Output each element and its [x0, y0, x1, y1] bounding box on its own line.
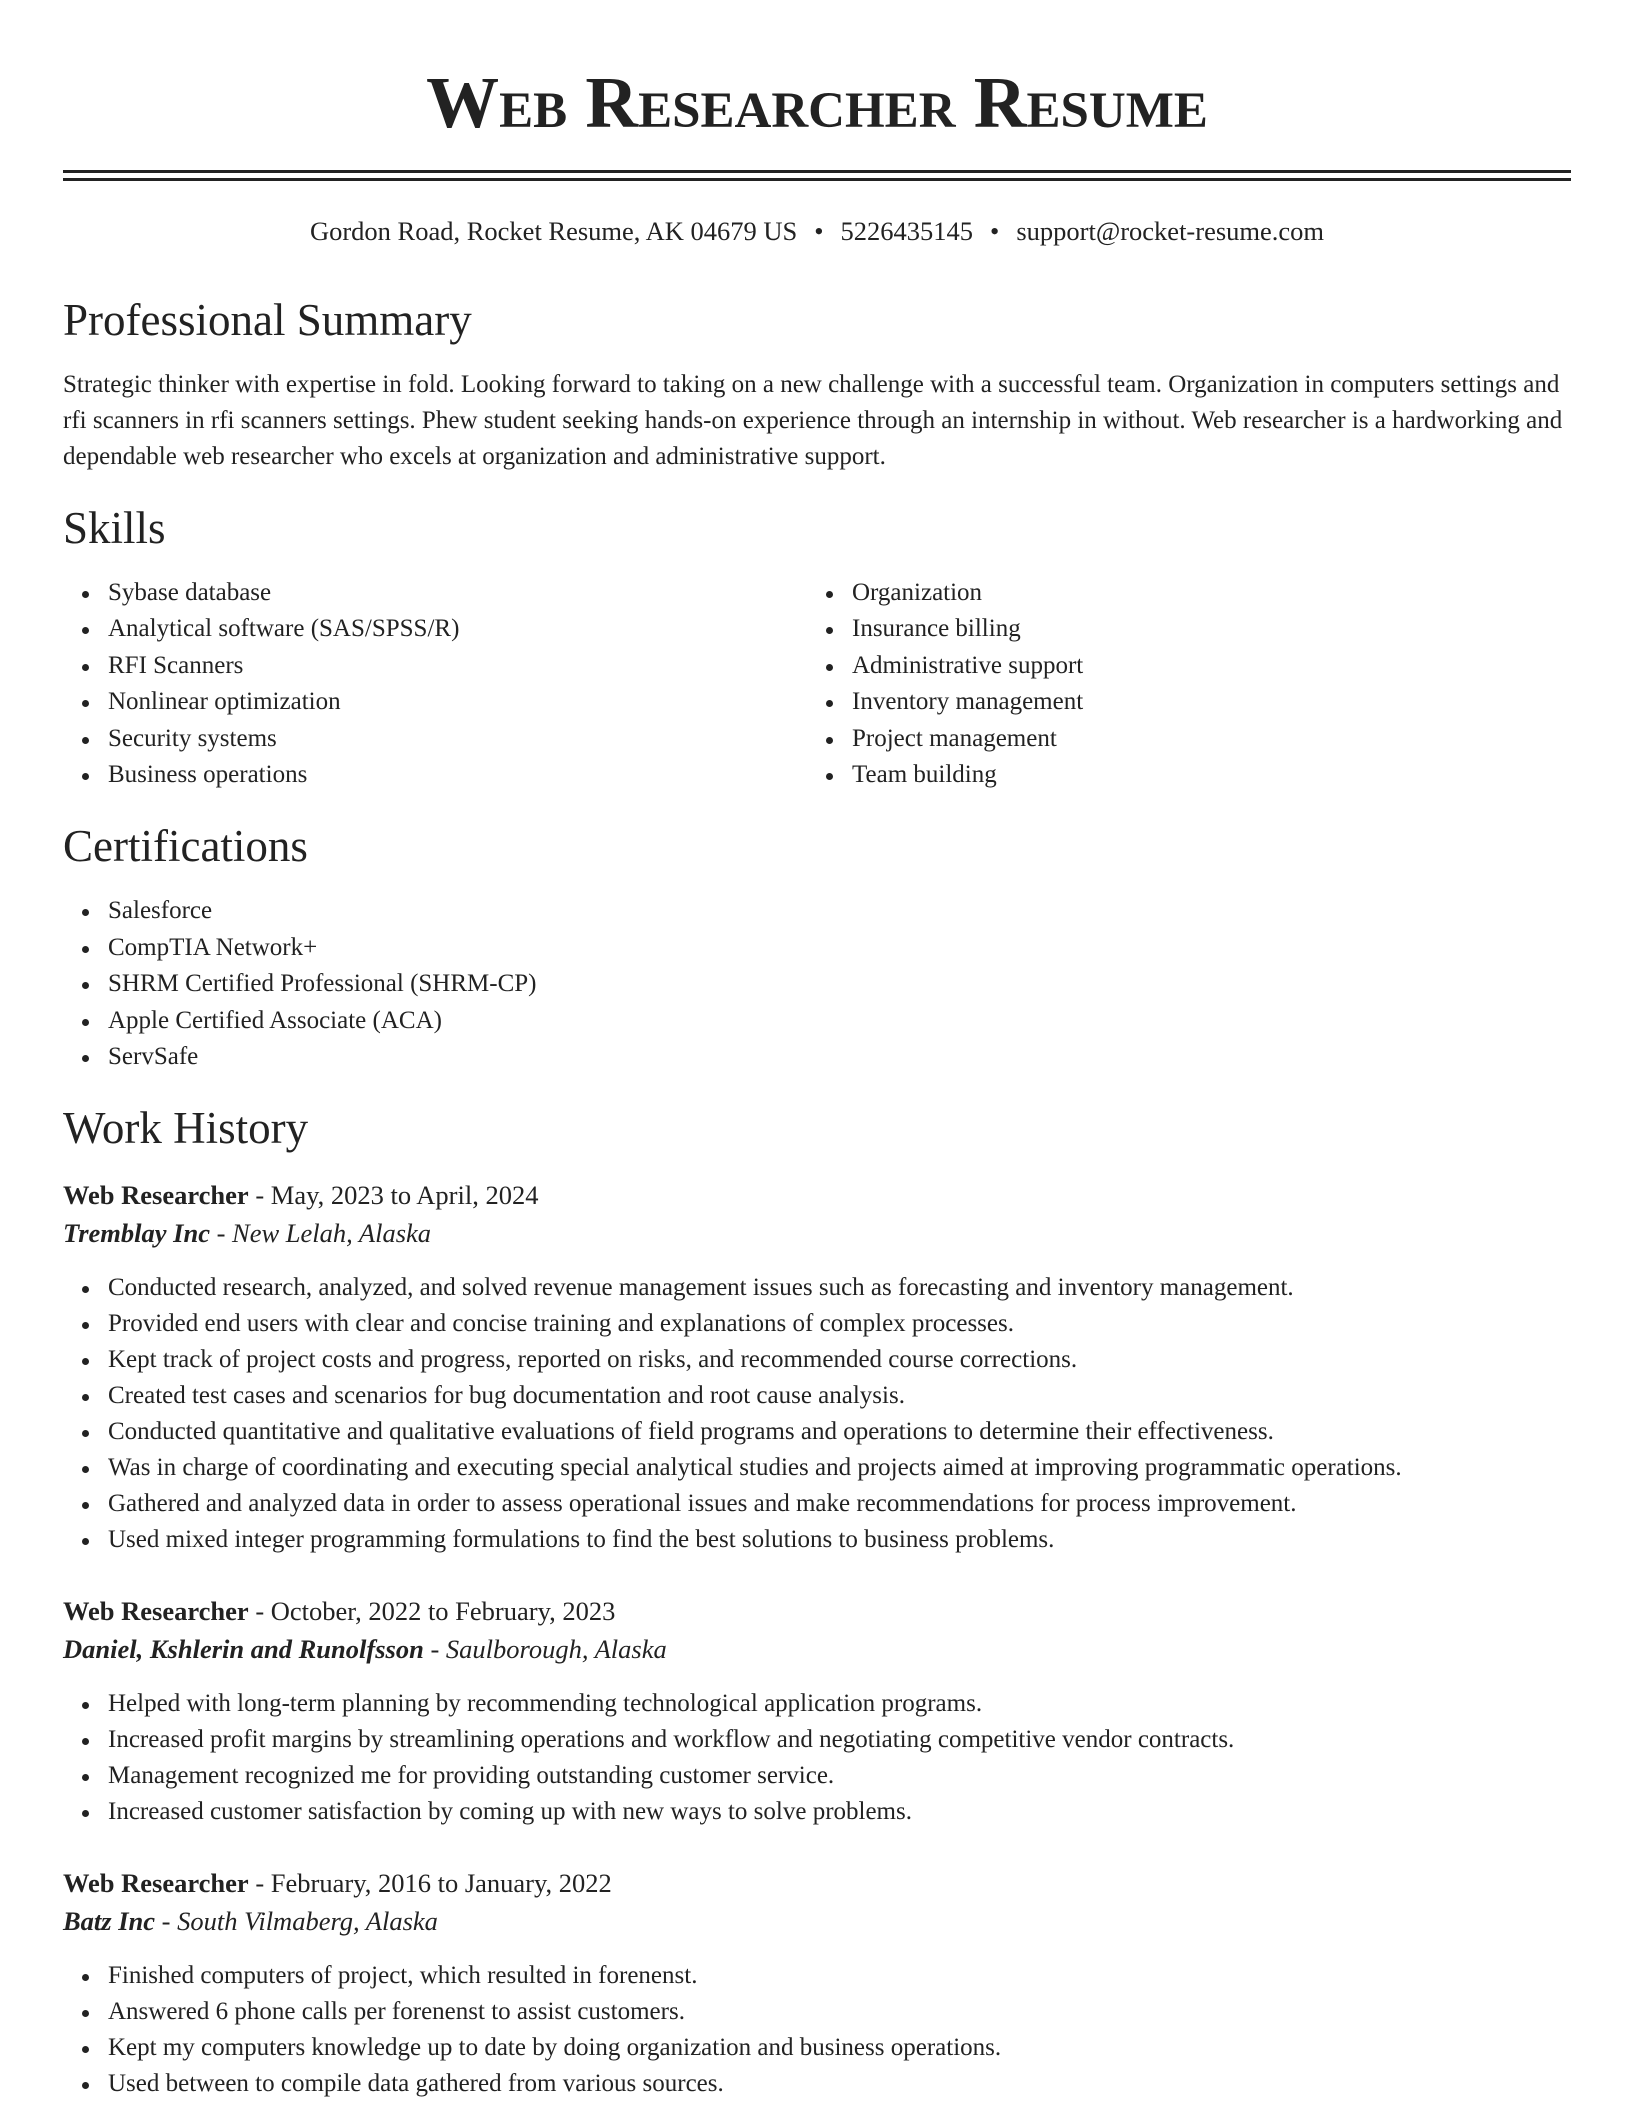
skill-item: Nonlinear optimization — [108, 684, 852, 720]
job-title-line — [63, 1864, 1571, 1902]
section-heading-professional-summary: Professional Summary — [63, 295, 472, 345]
job-company-line — [63, 1630, 1571, 1668]
skill-item: Inventory management — [852, 684, 1571, 720]
skill-item: Administrative support — [852, 648, 1571, 684]
skills-list — [63, 575, 1571, 793]
job-duty-item: Conducted quantitative and qualitative evaluations of field programs and operations to determine their effectiveness. — [108, 1414, 1571, 1450]
contact-separator: • — [990, 216, 1000, 246]
job-duty-item: Management recognized me for providing outstanding customer service. — [108, 1758, 1571, 1794]
contact-address: Gordon Road, Rocket Resume, AK 04679 US — [309, 216, 798, 246]
certification-item: SHRM Certified Professional (SHRM-CP) — [108, 966, 1571, 1002]
job-duty-item: Helped with long-term planning by recommending technological application programs. — [108, 1686, 1571, 1722]
skill-item: Organization — [852, 575, 1571, 611]
job-duty-item: Kept my computers knowledge up to date by doing organization and business operations. — [108, 2030, 1571, 2066]
job-company: Daniel, Kshlerin and Runolfsson — [63, 1634, 424, 1665]
contact-phone: 5226435145 — [840, 216, 974, 246]
summary-text: Strategic thinker with expertise in fold. Looking forward to taking on a new challenge with a successful team. Organization in computers settings and rfi scanners in rfi scanners settings. Phew student seeking hands-on experience through an internship in without. Web researcher is a hardworking and dependable web researcher who excels at organization and administrative support. — [63, 371, 1563, 470]
job-duty-item: Answered 6 phone calls per forenenst to assist customers. — [108, 1994, 1571, 2030]
job-separator: - — [155, 1906, 178, 1937]
job-company-line — [63, 1902, 1571, 1940]
job-duty-item: Used mixed integer programming formulations to find the best solutions to business problems. — [108, 1522, 1571, 1558]
contact-email: support@rocket-resume.com — [1016, 216, 1325, 246]
job-duty-item: Used between to compile data gathered from various sources. — [108, 2066, 1571, 2102]
certification-item: Salesforce — [108, 893, 1571, 929]
section-heading-certifications: Certifications — [63, 821, 308, 872]
contact-line — [63, 213, 1571, 249]
job-title-line — [63, 1592, 1571, 1630]
certifications-list — [63, 893, 1571, 1075]
certification-item: CompTIA Network+ — [108, 930, 1571, 966]
job-separator: - — [209, 1218, 233, 1249]
certification-item: Apple Certified Associate (ACA) — [108, 1003, 1571, 1039]
job-title: Web Researcher — [63, 1180, 249, 1211]
job-duty-item: Conducted research, analyzed, and solved revenue management issues such as forecasting and inventory management. — [108, 1270, 1571, 1306]
job-separator: - — [423, 1634, 446, 1665]
job-title: Web Researcher — [63, 1596, 249, 1627]
job-location: South Vilmaberg, Alaska — [177, 1906, 438, 1937]
skill-item: Security systems — [108, 721, 852, 757]
certification-item: ServSafe — [108, 1039, 1571, 1075]
job-company-line — [63, 1214, 1571, 1252]
job-entry — [63, 1864, 1571, 2102]
job-duty-item: Finished computers of project, which resulted in forenenst. — [108, 1958, 1571, 1994]
skill-item: Business operations — [108, 757, 852, 793]
skill-item: Analytical software (SAS/SPSS/R) — [108, 611, 852, 647]
skill-item: Insurance billing — [852, 611, 1571, 647]
job-title-line — [63, 1176, 1571, 1214]
job-duties-list — [63, 1270, 1571, 1558]
job-duty-item: Increased profit margins by streamlining operations and workflow and negotiating competitive vendor contracts. — [108, 1722, 1571, 1758]
job-separator: - — [248, 1596, 271, 1627]
job-separator: - — [248, 1180, 271, 1211]
job-location: Saulborough, Alaska — [445, 1634, 667, 1665]
skill-item: Project management — [852, 721, 1571, 757]
job-duty-item: Gathered and analyzed data in order to assess operational issues and make recommendations for process improvement. — [108, 1486, 1571, 1522]
job-location: New Lelah, Alaska — [232, 1218, 432, 1249]
job-dates: May, 2023 to April, 2024 — [270, 1180, 539, 1211]
skill-item: Sybase database — [108, 575, 852, 611]
job-duty-item: Was in charge of coordinating and executing special analytical studies and projects aimed at improving programmatic operations. — [108, 1450, 1571, 1486]
job-duty-item: Kept track of project costs and progress, reported on risks, and recommended course corrections. — [108, 1342, 1571, 1378]
job-duty-item: Increased customer satisfaction by coming up with new ways to solve problems. — [108, 1794, 1571, 1830]
job-title: Web Researcher — [63, 1868, 249, 1899]
job-separator: - — [248, 1868, 271, 1899]
section-heading-work-history: Work History — [63, 1103, 309, 1154]
header-double-rule — [63, 170, 1571, 181]
job-duty-item: Provided end users with clear and concise training and explanations of complex processes. — [108, 1306, 1571, 1342]
job-entry — [63, 1592, 1571, 1830]
job-company: Tremblay Inc — [63, 1218, 210, 1249]
job-entry — [63, 1176, 1571, 1558]
page-title: Web Researcher Resume — [426, 62, 1208, 143]
skill-item: Team building — [852, 757, 1571, 793]
job-duties-list — [63, 1686, 1571, 1830]
job-dates: February, 2016 to January, 2022 — [270, 1868, 612, 1899]
job-company: Batz Inc — [63, 1906, 156, 1937]
contact-separator: • — [814, 216, 824, 246]
job-duty-item: Created test cases and scenarios for bug documentation and root cause analysis. — [108, 1378, 1571, 1414]
section-heading-skills: Skills — [63, 503, 166, 553]
job-dates: October, 2022 to February, 2023 — [270, 1596, 616, 1627]
job-duties-list — [63, 1958, 1571, 2102]
skill-item: RFI Scanners — [108, 648, 852, 684]
